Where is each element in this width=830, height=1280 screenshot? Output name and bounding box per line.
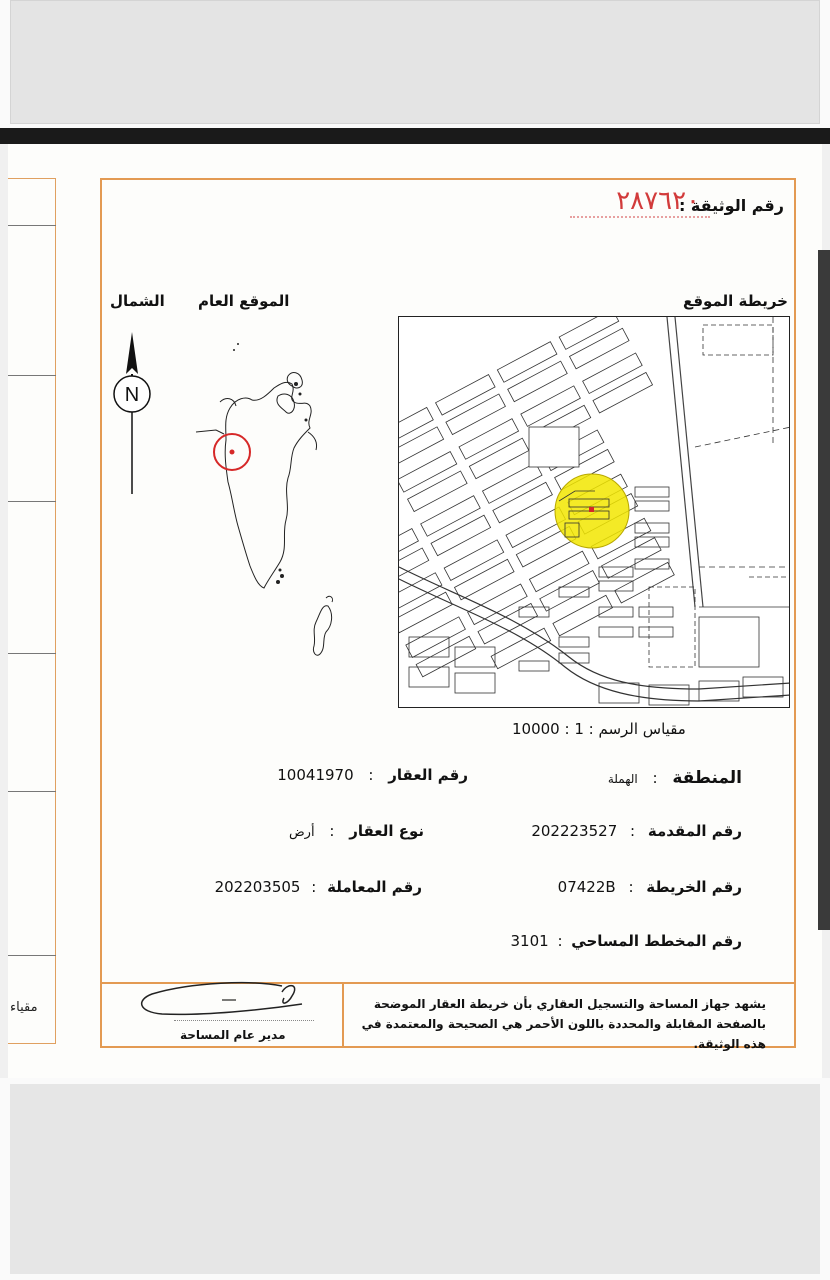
map-number-value: 07422B	[557, 878, 616, 896]
north-arrow-icon	[108, 328, 156, 498]
scale-row	[512, 720, 686, 738]
previous-page-preview	[10, 0, 820, 124]
region-field: المنطقة : الهملة	[607, 768, 742, 788]
property-number-value: 10041970	[277, 766, 354, 784]
site-map-title: خريطة الموقع	[682, 292, 788, 310]
property-type-value: أرض	[288, 825, 315, 840]
transaction-number-label: رقم المعاملة	[327, 878, 422, 896]
left-edge-line	[8, 791, 56, 792]
survey-plan-field: رقم المخطط المساحي : 3101	[510, 932, 742, 950]
property-type-label: نوع العقار	[349, 822, 424, 840]
application-number-value: 202223527	[531, 822, 618, 840]
property-type-field: نوع العقار : أرض	[288, 822, 424, 840]
footer-column-divider	[342, 982, 344, 1048]
property-number-field: رقم العقار : 10041970	[277, 766, 468, 784]
left-edge-line	[8, 225, 56, 226]
doc-number-dotted-line	[570, 216, 710, 218]
left-edge-line	[8, 653, 56, 654]
map-number-field: رقم الخريطة : 07422B	[557, 878, 742, 896]
left-edge-line	[8, 955, 56, 956]
next-page-preview	[10, 1084, 820, 1274]
map-number-label: رقم الخريطة	[646, 878, 742, 896]
director-title: مدير عام المساحة	[180, 1028, 286, 1042]
certification-text: يشهد جهاز المساحة والتسجيل العقاري بأن خريطة العقار الموضحة بالصفحة المقابلة والمحددة باللون الأحمر هي الصحيحة والمعتمدة في هذه الوثيقة.	[361, 997, 766, 1051]
general-location-map	[176, 336, 336, 676]
page-divider-bar	[0, 128, 830, 144]
site-location-map	[398, 316, 790, 708]
site-map-drawing	[399, 317, 790, 708]
bottom-screenshot-area	[0, 1078, 830, 1280]
survey-plan-value: 3101	[510, 932, 549, 950]
general-location-title: الموقع العام	[198, 292, 290, 310]
north-label: الشمال	[110, 292, 165, 310]
region-label: المنطقة	[672, 768, 742, 788]
scale-value: 1 : 10000	[512, 720, 584, 738]
property-number-label: رقم العقار	[388, 766, 468, 784]
scale-label: مقياس الرسم :	[588, 720, 686, 738]
region-value: الهملة	[607, 772, 638, 786]
director-signature-icon	[132, 978, 312, 1030]
page-edge-shadow	[818, 250, 830, 930]
left-page-edge	[8, 178, 56, 1044]
doc-number-value: ٢٨٧٦٢٠	[616, 186, 700, 216]
doc-number-label: رقم الوثيقة :	[678, 196, 784, 215]
north-letter: N	[124, 384, 140, 406]
left-edge-text: مقياء	[10, 1000, 38, 1015]
signature-dotted-line	[174, 1020, 314, 1021]
survey-plan-label: رقم المخطط المساحي	[571, 932, 742, 950]
left-edge-line	[8, 501, 56, 502]
transaction-number-value: 202203505	[214, 878, 301, 896]
top-screenshot-area	[0, 0, 830, 128]
application-number-label: رقم المقدمة	[647, 822, 742, 840]
application-number-field: رقم المقدمة : 202223527	[531, 822, 742, 840]
property-marker-icon	[589, 507, 594, 512]
transaction-number-field: رقم المعاملة : 202203505	[214, 878, 422, 896]
document-frame	[100, 178, 796, 1051]
left-edge-line	[8, 375, 56, 376]
